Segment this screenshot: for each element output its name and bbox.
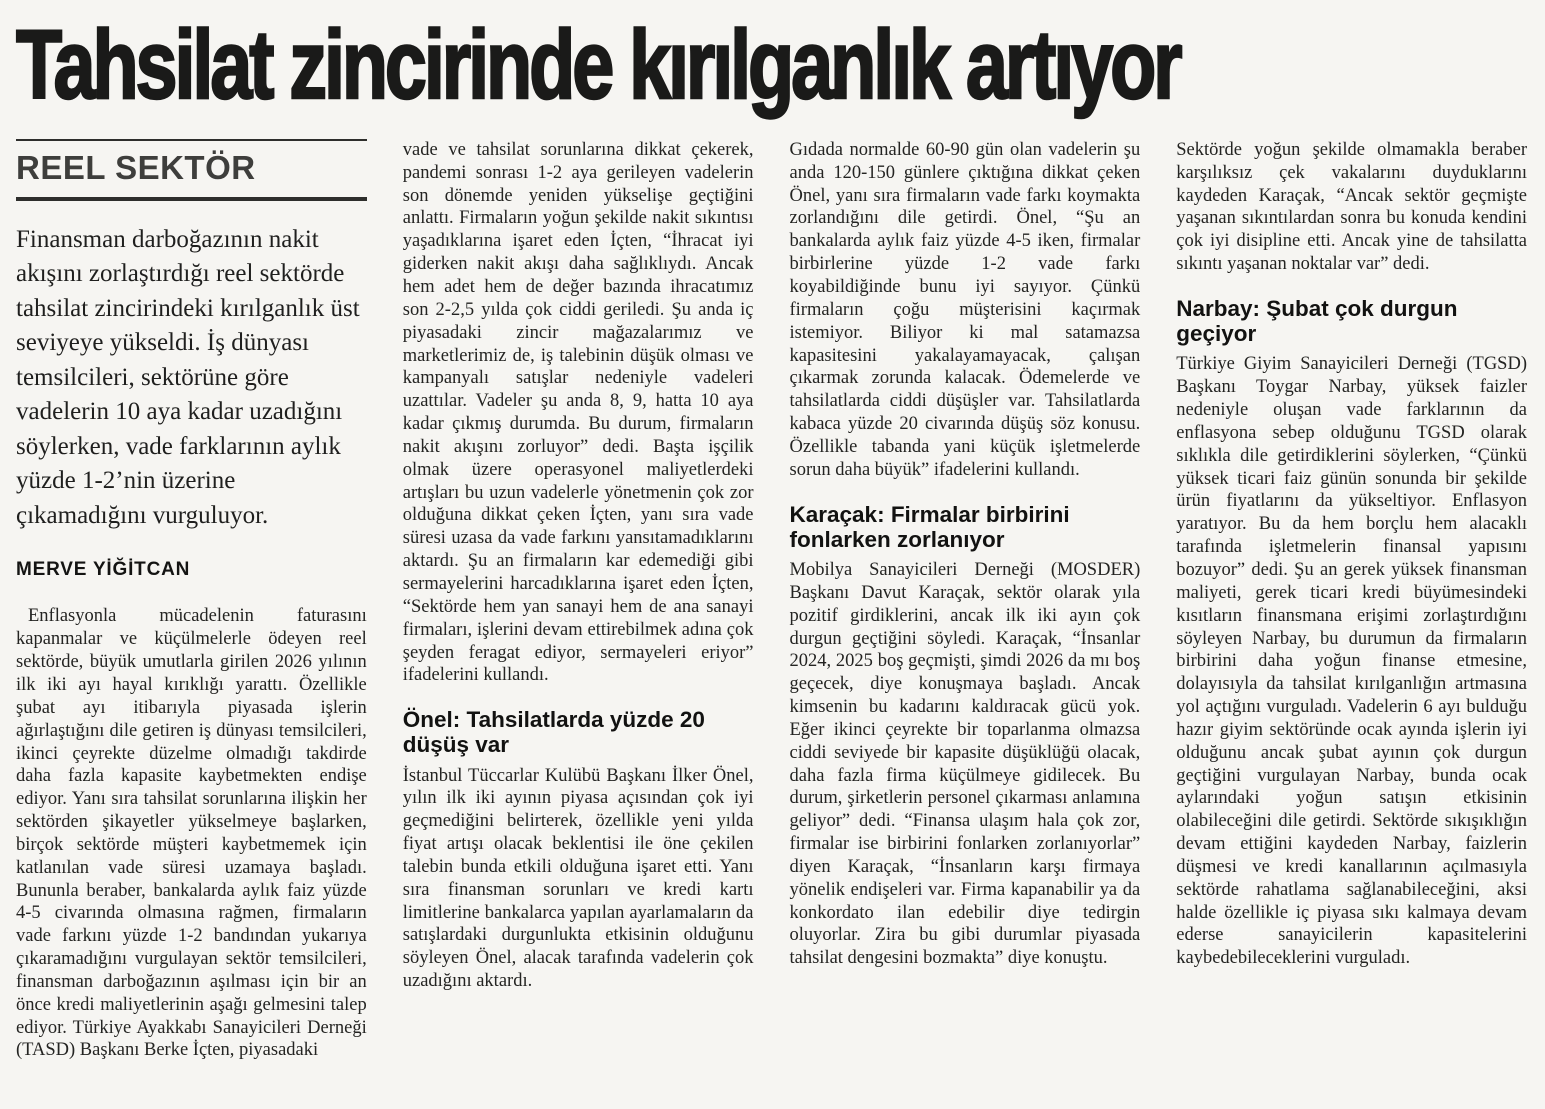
- article-column-2: [403, 139, 754, 993]
- body-paragraph: vade ve tahsilat sorunlarına dikkat çekerek, pandemi sonrası 1-2 aya gerileyen vadelerin son dönemde yeniden yükselişe geçtiğini anlattı. Firmaların yoğun şekilde nakit sıkıntısı yaşadıklarına işaret eden İçten, “İhracat iyi giderken nakit akışı daha sağlıklıydı. Ancak hem adet hem de değer bazında ihracatımız son 2-2,5 yılda çok ciddi geriledi. Şu anda iç piyasadaki zincir mağazalarımız ve marketlerimiz de, iş talebinin düşük olması ve kampanyalı satışlar nedeniyle vadeleri uzattılar. Vadeler şu anda 8, 9, hatta 10 aya kadar çıkmış durumda. Bu durum, firmaların nakit akışını zorluyor” dedi. Başta işçilik olmak üzere operasyonel maliyetlerdeki artışları bu uzun vadelerle yönetmenin çok zor olduğuna dikkat çeken İçten, yanı sıra vade süresi uzasa da vade farkını yansıtamadıklarını aktardı. Şu an firmaların kar edemediği gibi sermayelerini harcadıklarına işaret eden İçten, “Sektörde hem yan sanayi hem de ana sanayi firmaları, işlerini devam ettirebilmek adına çok şeyden feragat ediyor, sermayeleri eriyor” ifadelerini kullandı.: [402, 139, 754, 686]
- column-1-body: [16, 605, 367, 1062]
- section-kicker-label: REEL SEKTÖR: [16, 148, 256, 186]
- article-column-1: [16, 139, 367, 1062]
- section-subhead: Narbay: Şubat çok durgun geçiyor: [1176, 296, 1458, 347]
- body-paragraph: Enflasyonla mücadelenin faturasını kapanmalar ve küçülmelerle ödeyen reel sektörde, büyük umutlarla girilen 2026 yılının ilk iki ayı hayal kırıklığı yarattı. Özellikle şubat ayı itibarıyla piyasada işlerin ağırlaştığını dile getiren iş dünyası temsilcileri, ikinci çeyrekte düzelme olmadığı takdirde daha fazla kapasite kaybetmekten endişe ediyor. Yanı sıra tahsilat sorunlarına ilişkin her sektörden şikayetler yükselmeye başlarken, birçok sektörde müşteri kaybetmemek için katlanılan vade süresi uzamaya başladı. Bununla beraber, bankalarda aylık faiz yüzde 4-5 civarında olmasına rağmen, firmaların vade farkını yüzde 1-2 bandından yukarıya çıkaramadığını vurgulayan sektör temsilcileri, finansman darboğazının aşılması için bir an önce kredi maliyetlerinin aşağı gelmesini talep ediyor. Türkiye Ayakkabı Sanayicileri Derneği (TASD) Başkanı Berke İçten, piyasadaki: [16, 606, 367, 1061]
- author-byline: MERVE YİĞİTCAN: [16, 559, 191, 581]
- section-subhead: Önel: Tahsilatlarda yüzde 20 düşüş var: [402, 707, 705, 758]
- body-paragraph: Türkiye Giyim Sanayicileri Derneği (TGSD) Başkanı Toygar Narbay, yüksek faizler nedeniyle oluşan vade farklarının da enflasyona sebep olduğunu TGSD olarak sıklıkla dile getirdiklerini söylerken, “Çünkü yüksek ticari faiz günün sonunda bir şekilde ürün fiyatlarını da yükseltiyor. Enflasyon yaratıyor. Bu da hem borçlu hem alacaklı tarafında işletmelerin finansal yapısını bozuyor” dedi. Şu an gerek yüksek finansman maliyeti, gerek ticari kredi büyümesindeki kısıtların finansmana erişimi zorlaştırdığını söyleyen Narbay, bu durumun da firmaların birbirini daha yoğun finanse etmesine, dolayısıyla da tahsilat kırılganlığın artmasına yol açtığını vurguladı. Vadelerin 6 ayı bulduğu hazır giyim sektöründe ocak ayında işlerin iyi olduğunu ancak şubat ayının çok durgun geçtiğini vurgulayan Narbay, bunda ocak aylarındaki yoğun satışın etkisinin olabileceğini dile getirdi. Sektörde sıkışıklığın devam ettiğini kaydeden Narbay, faizlerin düşmesi ve kredi kanallarının açılmasıyla sektörde rahatlama sağlanabileceğini, aksi halde özellikle iç piyasa sıkı kalmaya devam ederse sanayicilerin kapasitelerini kaybedebileceklerini vurguladı.: [1176, 354, 1527, 969]
- body-paragraph: Sektörde yoğun şekilde olmamakla beraber karşılıksız çek vakalarını duyduklarını kaydeden Karaçak, “Ancak sektör geçmişte yaşanan sıkıntılardan sonra bu konuda kendini çok iyi disipline etti. Ancak yine de tahsilatta sıkıntı yaşanan noktalar var” dedi.: [1176, 139, 1527, 275]
- article-lede: Finansman darboğazının nakit akışını zorlaştırdığı reel sektörde tahsilat zincirindeki kırılganlık üst seviyeye yükseldi. İş dünyası temsilcileri, sektörüne göre vadelerin 10 aya kadar uzadığını söylerken, vade farklarının aylık yüzde 1-2’nin üzerine çıkamadığını vurguluyor.: [16, 225, 360, 529]
- body-paragraph: İstanbul Tüccarlar Kulübü Başkanı İlker Önel, yılın ilk iki ayının piyasa açısından çok iyi geçmediğini belirterek, özellikle yeni yılda fiyat artışı olacak beklentisi ile öne çekilen talebin bunda etkili olduğuna işaret etti. Yanı sıra finansman sorunları ve kredi kartı limitlerine bankalarca yapılan ayarlamaların da satışlardaki durgunlukta etkisinin olduğunu söyleyen Önel, alacak tarafında vadelerin çok uzadığını aktardı.: [402, 765, 754, 992]
- section-kicker-box: [16, 139, 367, 201]
- body-paragraph: Mobilya Sanayicileri Derneği (MOSDER) Başkanı Davut Karaçak, sektör olarak yıla pozitif girdiklerini, ancak ilk iki ayın çok durgun geçtiğini söyledi. Karaçak, “İnsanlar 2024, 2025 boş geçmişti, şimdi 2026 da mı boş geçecek, diye konuşmaya başladı. Ancak kimsenin bu kadarını kaldıracak gücü yok. Eğer ikinci çeyrekte bir toparlanma olmazsa ciddi seviyede bir kapasite düşüklüğü olacak, daha fazla firma küçülmeye gidilecek. Bu durum, şirketlerin personel çıkarması anlamına geliyor” dedi. “Finansa ulaşım hala çok zor, firmalar ise birbirini fonlarken zorlanıyorlar” diyen Karaçak, “İnsanların karşı firmaya yönelik endişeleri var. Firma kapanabilir ya da konkordato ilan edebilir diye tedirgin oluyorlar. Zira bu gibi durumlar piyasada tahsilat dengesini bozmakta” diye konuştu.: [789, 559, 1141, 969]
- article-columns: [0, 139, 1545, 1062]
- section-subhead: Karaçak: Firmalar birbirini fonlarken zorlanıyor: [789, 501, 1070, 552]
- article-headline: Tahsilat zincirinde kırılganlık artıyor: [16, 10, 1180, 119]
- article-column-3: [790, 139, 1141, 970]
- body-paragraph: Gıdada normalde 60-90 gün olan vadelerin şu anda 120-150 günlere çıktığına dikkat çeken Önel, yanı sıra firmaların vade farkı koymakta zorlandığını dile getirdi. Önel, “Şu an bankalarda aylık faiz yüzde 4-5 iken, firmalar birbirlerine yüzde 1-2 vade farkı koyabildiğinde bunu iyi sayıyor. Çünkü firmaların çoğu müşterisini kaçırmak istemiyor. Biliyor ki mal satamazsa kapasitesini yakalayamayacak, çalışan çıkarmak zorunda kalacak. Ödemelerde ve tahsilatlarda ciddi düşüşler var. Tahsilatlarda kabaca yüzde 20 civarında düşüş söz konusu. Özellikle tabanda yani küçük işletmelerde sorun daha büyük” ifadelerini kullandı.: [789, 139, 1141, 480]
- article-column-4: [1176, 139, 1527, 970]
